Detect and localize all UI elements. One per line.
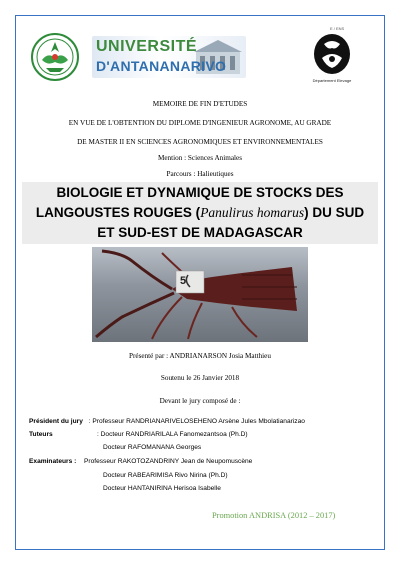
department-label: Département Elevage bbox=[312, 78, 352, 83]
lobster-photo bbox=[92, 247, 308, 342]
promotion: Promotion ANDRISA (2012 – 2017) bbox=[212, 511, 336, 520]
thesis-title-line1: BIOLOGIE ET DYNAMIQUE DE STOCKS DES bbox=[56, 185, 344, 200]
school-logo bbox=[30, 32, 80, 82]
memoire-heading: MEMOIRE DE FIN D'ETUDES bbox=[152, 100, 248, 108]
parcours-line: Parcours : Halieutiques bbox=[166, 170, 234, 178]
title-line2-suffix: ) DU SUD bbox=[304, 205, 365, 220]
degree-line: EN VUE DE L'OBTENTION DU DIPLOME D'INGENIEUR AGRONOME, AU GRADE bbox=[68, 119, 332, 127]
lobster-tag-number: 5 bbox=[180, 275, 187, 287]
department-stamp: E / ENS bbox=[330, 26, 345, 31]
department-emblem-icon bbox=[312, 32, 352, 76]
university-name-line2: D'ANTANANARIVO bbox=[96, 58, 227, 74]
examinateurs-label: Examinateurs : bbox=[29, 458, 77, 465]
school-logo-emblem-icon bbox=[30, 32, 80, 82]
examinateur-3: Docteur HANTANIRINA Herisoa Isabelle bbox=[103, 485, 221, 492]
president-label: Président du jury bbox=[29, 418, 83, 425]
title-line2-prefix: LANGOUSTES ROUGES ( bbox=[35, 205, 201, 220]
department-logo bbox=[308, 26, 356, 88]
thesis-title-line3: ET SUD-EST DE MADAGASCAR bbox=[97, 225, 303, 240]
president-row bbox=[29, 418, 305, 425]
tuteurs-label: Tuteurs bbox=[29, 431, 53, 438]
species-name: Panulirus homarus bbox=[200, 205, 305, 220]
thesis-title-line2 bbox=[20, 203, 380, 223]
tuteur-1: : Docteur RANDRIARILALA Fanomezantsoa (Ph.D) bbox=[97, 431, 248, 438]
examinateur-1: Professeur RAKOTOZANDRINY Jean de Neupomuscène bbox=[84, 458, 253, 465]
presenter-label: Présenté par bbox=[129, 352, 165, 360]
university-banner bbox=[92, 36, 246, 78]
presenter-line bbox=[0, 352, 400, 360]
mention-line: Mention : Sciences Animales bbox=[157, 154, 243, 162]
jury-intro: Devant le jury composé de : bbox=[159, 397, 241, 405]
university-name-line1: UNIVERSITÉ bbox=[96, 38, 198, 55]
president-value: : Professeur RANDRIANARIVELOSEHENO Arsène Jules Mbolatianarizao bbox=[88, 418, 305, 425]
lobster-image bbox=[92, 247, 308, 342]
tuteur-2: Docteur RAFOMANANA Georges bbox=[103, 444, 202, 451]
master-line: DE MASTER II EN SCIENCES AGRONOMIQUES ET ENVIRONNEMENTALES bbox=[77, 138, 323, 146]
presenter-name: : ANDRIANARSON Josia Matthieu bbox=[166, 352, 271, 360]
examinateur-2: Docteur RABEARIMISA Rivo Nirina (Ph.D) bbox=[103, 472, 228, 479]
defense-date: Soutenu le 26 Janvier 2018 bbox=[160, 374, 240, 382]
